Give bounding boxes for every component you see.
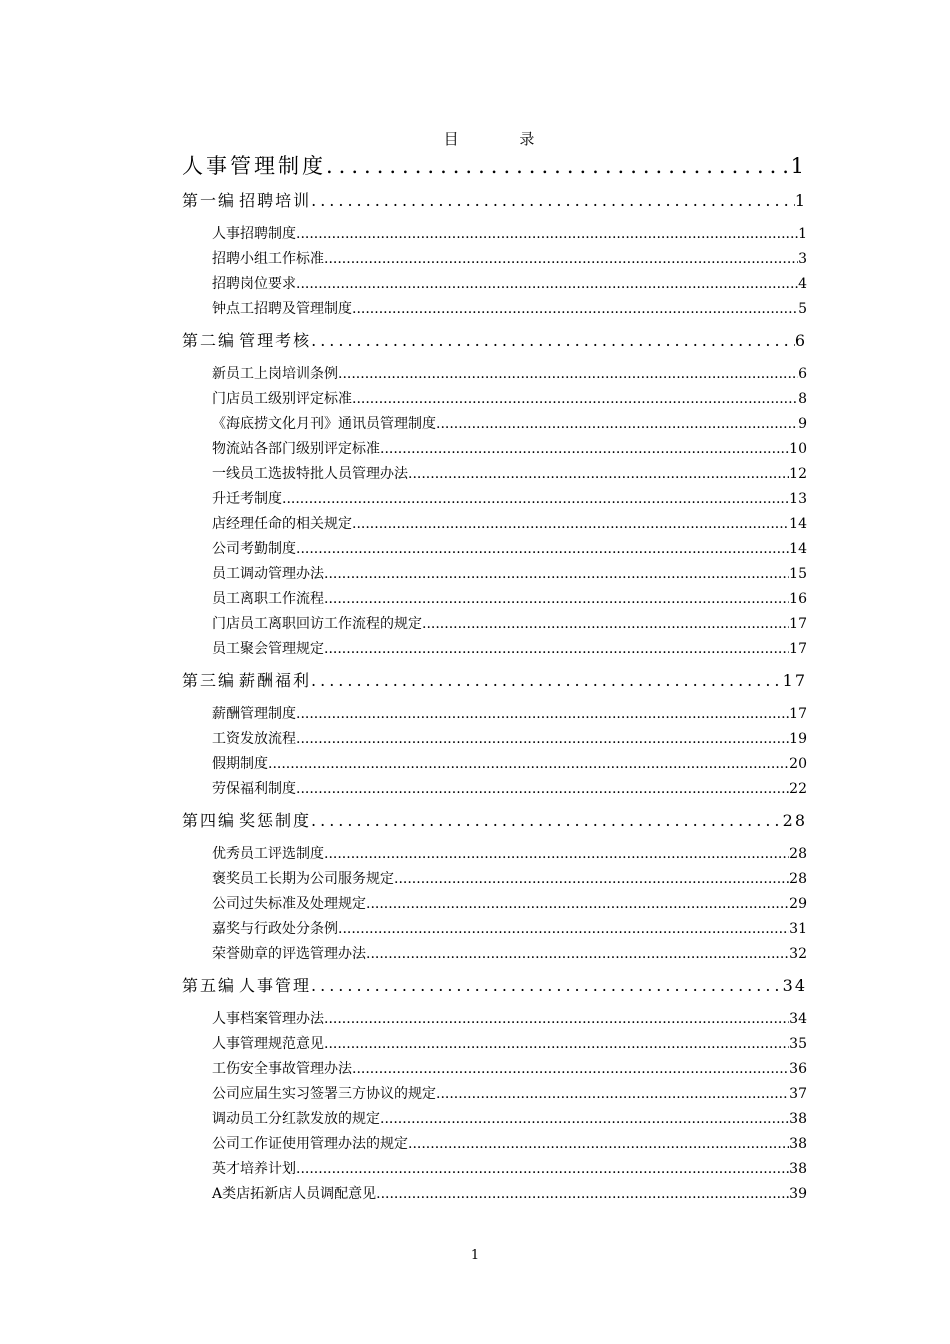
dot-leader: [296, 777, 789, 802]
toc-page-number: 6: [794, 331, 807, 350]
toc-page-number: 14: [789, 541, 807, 557]
toc-entry[interactable]: [182, 1132, 807, 1157]
toc-entry-label: 第二编: [182, 331, 237, 350]
dot-leader: [324, 587, 789, 612]
toc-entry[interactable]: [182, 562, 807, 587]
toc-entry-label: 员工离职工作流程: [212, 591, 324, 607]
toc-page-number: 14: [789, 516, 807, 532]
toc-entry-label: 人事招聘制度: [212, 226, 296, 242]
toc-section-title: 招聘培训: [239, 191, 312, 210]
toc-entry[interactable]: [182, 222, 807, 247]
dot-leader: [324, 637, 789, 662]
toc-entry-label: 公司应届生实习签署三方协议的规定: [212, 1086, 436, 1102]
toc-page-number: 17: [782, 671, 807, 690]
toc-entry[interactable]: [182, 412, 807, 437]
toc-entry-label: 公司工作证使用管理办法的规定: [212, 1136, 408, 1152]
toc-page-number: 6: [798, 366, 807, 382]
toc-page-number: 4: [798, 276, 807, 292]
dot-leader: [296, 1157, 789, 1182]
dot-leader: [436, 1082, 789, 1107]
dot-leader: [352, 1057, 789, 1082]
toc-entry-label: 第一编: [182, 191, 237, 210]
toc-entry-label: 工资发放流程: [212, 731, 296, 747]
toc-entry-label: 升迁考制度: [212, 491, 282, 507]
toc-entry[interactable]: [182, 702, 807, 727]
toc-entry[interactable]: [182, 362, 807, 387]
toc-entry[interactable]: [182, 1182, 807, 1207]
toc-page-number: 28: [789, 871, 807, 887]
toc-page-number: 35: [789, 1036, 807, 1052]
dot-leader: [296, 727, 789, 752]
dot-leader: [394, 867, 789, 892]
toc-page-number: 19: [789, 731, 807, 747]
toc-entry[interactable]: [182, 437, 807, 462]
toc-entry[interactable]: [182, 487, 807, 512]
toc-entry-label: 假期制度: [212, 756, 268, 772]
toc-page-number: 38: [789, 1161, 807, 1177]
toc-entry[interactable]: [182, 752, 807, 777]
toc-entry-label: 门店员工离职回访工作流程的规定: [212, 616, 422, 632]
toc-page-number: 32: [789, 946, 807, 962]
toc-entry[interactable]: [182, 297, 807, 322]
toc-entry-label: 第四编: [182, 811, 237, 830]
toc-entry-label: 第五编: [182, 976, 237, 995]
toc-page-number: 1: [798, 226, 807, 242]
dot-leader: [376, 1182, 789, 1207]
toc-entry[interactable]: [182, 1007, 807, 1032]
dot-leader: [282, 487, 789, 512]
toc-page-number: 10: [789, 441, 807, 457]
toc-page-number: 34: [789, 1011, 807, 1027]
toc-entry[interactable]: [182, 462, 807, 487]
toc-entry[interactable]: [182, 247, 807, 272]
toc-entry-label: 公司考勤制度: [212, 541, 296, 557]
table-of-contents: [182, 150, 807, 1207]
toc-entry-label: 公司过失标准及处理规定: [212, 896, 366, 912]
toc-page-number: 1: [794, 191, 807, 210]
toc-page-number: 34: [782, 976, 807, 995]
toc-entry-label: A类店拓新店人员调配意见: [212, 1186, 377, 1202]
page-number: 1: [470, 1248, 480, 1263]
dot-leader: [352, 387, 798, 412]
toc-page-number: 9: [798, 416, 807, 432]
toc-entry-label: 招聘岗位要求: [212, 276, 296, 292]
toc-heading[interactable]: [182, 150, 807, 182]
dot-leader: [380, 437, 789, 462]
dot-leader: [311, 806, 783, 836]
toc-page-number: 13: [789, 491, 807, 507]
toc-entry[interactable]: [182, 1032, 807, 1057]
toc-page-number: 22: [789, 781, 807, 797]
toc-entry-label: 工伤安全事故管理办法: [212, 1061, 352, 1077]
toc-page-number: 17: [789, 616, 807, 632]
toc-page-number: 38: [789, 1136, 807, 1152]
dot-leader: [296, 272, 798, 297]
toc-entry-label: 优秀员工评选制度: [212, 846, 324, 862]
toc-entry-label: 调动员工分红款发放的规定: [212, 1111, 380, 1127]
toc-entry-label: 人事管理规范意见: [212, 1036, 324, 1052]
dot-leader: [311, 186, 795, 216]
toc-page-number: 31: [789, 921, 807, 937]
toc-entry-label: 员工调动管理办法: [212, 566, 324, 582]
toc-entry-label: 一线员工选拔特批人员管理办法: [212, 466, 408, 482]
toc-entry-label: 招聘小组工作标准: [212, 251, 324, 267]
toc-entry[interactable]: [182, 892, 807, 917]
toc-section[interactable]: [182, 186, 807, 216]
dot-leader: [296, 222, 798, 247]
toc-entry[interactable]: [182, 917, 807, 942]
dot-leader: [436, 412, 798, 437]
toc-entry-label: 店经理任命的相关规定: [212, 516, 352, 532]
toc-page-number: 17: [789, 641, 807, 657]
toc-entry[interactable]: [182, 512, 807, 537]
toc-entry-label: 褒奖员工长期为公司服务规定: [212, 871, 394, 887]
dot-leader: [296, 702, 789, 727]
toc-entry-label: 门店员工级别评定标准: [212, 391, 352, 407]
toc-page-number: 3: [798, 251, 807, 267]
dot-leader: [366, 942, 789, 967]
toc-page-number: 12: [789, 466, 807, 482]
dot-leader: [408, 462, 789, 487]
toc-entry-label: 钟点工招聘及管理制度: [212, 301, 352, 317]
toc-entry[interactable]: [182, 777, 807, 802]
dot-leader: [324, 1007, 789, 1032]
toc-entry[interactable]: [182, 637, 807, 662]
toc-entry[interactable]: [182, 387, 807, 412]
toc-section[interactable]: [182, 326, 807, 356]
toc-entry[interactable]: [182, 1107, 807, 1132]
dot-leader: [311, 326, 795, 356]
toc-page-number: 37: [789, 1086, 807, 1102]
dot-leader: [338, 917, 789, 942]
toc-entry-label: 新员工上岗培训条例: [212, 366, 338, 382]
dot-leader: [352, 297, 798, 322]
dot-leader: [338, 362, 798, 387]
dot-leader: [380, 1107, 789, 1132]
toc-entry[interactable]: [182, 1157, 807, 1182]
toc-entry-label: 薪酬管理制度: [212, 706, 296, 722]
toc-entry[interactable]: [182, 1082, 807, 1107]
toc-page-number: 38: [789, 1111, 807, 1127]
toc-page-number: 8: [798, 391, 807, 407]
toc-entry-label: 人事管理制度: [182, 154, 326, 178]
toc-section-title: 薪酬福利: [239, 671, 312, 690]
toc-page-number: 15: [789, 566, 807, 582]
toc-section-title: 奖惩制度: [239, 811, 312, 830]
toc-page-number: 39: [789, 1186, 807, 1202]
toc-section[interactable]: [182, 666, 807, 696]
toc-entry-label: 《海底捞文化月刊》通讯员管理制度: [212, 416, 436, 432]
toc-entry-label: 劳保福利制度: [212, 781, 296, 797]
dot-leader: [324, 247, 798, 272]
toc-section-title: 人事管理: [239, 976, 312, 995]
dot-leader: [311, 666, 783, 696]
toc-title: 目 录: [443, 130, 563, 148]
toc-entry[interactable]: [182, 537, 807, 562]
dot-leader: [268, 752, 789, 777]
toc-page-number: 17: [789, 706, 807, 722]
dot-leader: [324, 562, 789, 587]
toc-page-number: 1: [790, 154, 807, 178]
toc-entry-label: 人事档案管理办法: [212, 1011, 324, 1027]
toc-section[interactable]: [182, 806, 807, 836]
toc-page-number: 36: [789, 1061, 807, 1077]
toc-section[interactable]: [182, 971, 807, 1001]
toc-entry-label: 英才培养计划: [212, 1161, 296, 1177]
toc-entry[interactable]: [182, 612, 807, 637]
toc-entry-label: 物流站各部门级别评定标准: [212, 441, 380, 457]
dot-leader: [422, 612, 789, 637]
toc-entry[interactable]: [182, 842, 807, 867]
toc-entry[interactable]: [182, 272, 807, 297]
toc-entry-label: 第三编: [182, 671, 237, 690]
dot-leader: [352, 512, 789, 537]
toc-page-number: 16: [789, 591, 807, 607]
toc-entry[interactable]: [182, 867, 807, 892]
dot-leader: [408, 1132, 789, 1157]
dot-leader: [311, 971, 783, 1001]
dot-leader: [366, 892, 789, 917]
toc-entry-label: 员工聚会管理规定: [212, 641, 324, 657]
toc-entry[interactable]: [182, 587, 807, 612]
dot-leader: [296, 537, 789, 562]
toc-page-number: 28: [782, 811, 807, 830]
toc-entry[interactable]: [182, 942, 807, 967]
toc-entry-label: 嘉奖与行政处分条例: [212, 921, 338, 937]
toc-section-title: 管理考核: [239, 331, 312, 350]
toc-page-number: 29: [789, 896, 807, 912]
toc-page-number: 5: [798, 301, 807, 317]
dot-leader: [326, 150, 791, 182]
toc-page-number: 20: [789, 756, 807, 772]
toc-entry[interactable]: [182, 727, 807, 752]
toc-entry-label: 荣誉勋章的评选管理办法: [212, 946, 366, 962]
dot-leader: [324, 842, 789, 867]
toc-entry[interactable]: [182, 1057, 807, 1082]
dot-leader: [324, 1032, 789, 1057]
toc-page-number: 28: [789, 846, 807, 862]
